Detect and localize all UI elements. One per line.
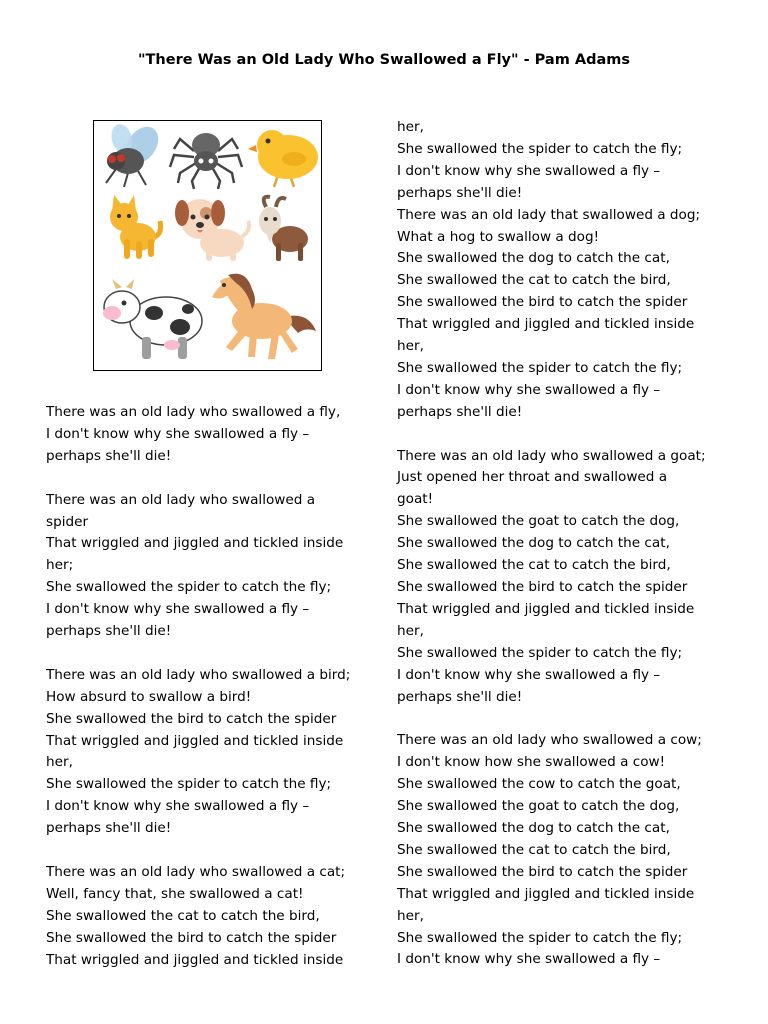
poem-line: perhaps she'll die! (397, 403, 523, 420)
page-title: "There Was an Old Lady Who Swallowed a Fly" - Pam Adams (137, 52, 630, 68)
poem-line: Just opened her throat and swallowed a (397, 469, 668, 486)
poem-line: That wriggled and jiggled and tickled inside (397, 600, 695, 617)
spider-icon (170, 133, 242, 189)
poem-line: She swallowed the cat to catch the bird, (397, 272, 671, 289)
poem-line: She swallowed the goat to catch the dog, (397, 513, 680, 530)
poem-line: Well, fancy that, she swallowed a cat! (46, 885, 304, 902)
poem-line: She swallowed the bird to catch the spider (397, 579, 688, 596)
poem-line: That wriggled and jiggled and tickled inside (46, 951, 344, 968)
poem-line: perhaps she'll die! (46, 447, 172, 464)
stanza (397, 117, 737, 424)
poem-line: her, (397, 907, 424, 924)
stanza (46, 862, 376, 972)
poem-line: That wriggled and jiggled and tickled inside (397, 885, 695, 902)
poem-line: She swallowed the cat to catch the bird, (46, 907, 320, 924)
horse-icon (212, 274, 316, 359)
stanza (397, 446, 737, 709)
poem-line: her, (397, 622, 424, 639)
poem-line: That wriggled and jiggled and tickled inside (397, 316, 695, 333)
poem-line: I don't know why she swallowed a fly – (397, 162, 661, 179)
poem-line: She swallowed the dog to catch the cat, (397, 535, 670, 552)
poem-line: I don't know why she swallowed a fly – (397, 381, 661, 398)
bird-icon (248, 130, 318, 187)
poem-line: I don't know why she swallowed a fly – (397, 666, 661, 683)
poem-line: She swallowed the dog to catch the cat, (397, 819, 670, 836)
cow-icon (103, 279, 202, 359)
poem-line: There was an old lady who swallowed a cow; (397, 732, 702, 749)
poem-line: There was an old lady who swallowed a fly, (46, 404, 341, 420)
poem-column-left (46, 402, 376, 972)
poem-line: I don't know why she swallowed a fly – (46, 601, 310, 618)
cat-icon (110, 195, 161, 259)
poem-line: She swallowed the spider to catch the fly; (46, 776, 332, 793)
poem-line: There was an old lady who swallowed a bird; (46, 666, 351, 683)
stanza (46, 402, 376, 468)
poem-line: goat! (397, 491, 434, 508)
dog-icon (175, 199, 249, 261)
animal-illustration (93, 120, 322, 371)
poem-line: her, (397, 338, 424, 355)
poem-line: her; (46, 557, 74, 574)
poem-line: perhaps she'll die! (46, 820, 172, 837)
poem-line: She swallowed the spider to catch the fly; (397, 359, 683, 376)
poem-line: She swallowed the cow to catch the goat, (397, 776, 681, 793)
poem-line: What a hog to swallow a dog! (397, 228, 600, 245)
poem-line: She swallowed the spider to catch the fly; (46, 579, 332, 596)
poem-line: I don't know why she swallowed a fly – (46, 425, 310, 442)
poem-line: She swallowed the goat to catch the dog, (397, 798, 680, 815)
poem-line: There was an old lady that swallowed a dog; (397, 206, 701, 223)
poem-line: She swallowed the bird to catch the spider (46, 929, 337, 946)
poem-line: She swallowed the spider to catch the fly; (397, 644, 683, 661)
poem-line: perhaps she'll die! (397, 688, 523, 705)
stanza (46, 490, 376, 643)
poem-line: She swallowed the bird to catch the spider (397, 863, 688, 880)
fly-icon (106, 121, 165, 187)
poem-line: There was an old lady who swallowed a goat; (397, 447, 706, 464)
poem-line: I don't know how she swallowed a cow! (397, 754, 666, 771)
poem-line: She swallowed the bird to catch the spider (397, 294, 688, 311)
poem-line: She swallowed the cat to catch the bird, (397, 841, 671, 858)
poem-column-right (397, 117, 737, 971)
poem-line: her, (397, 119, 424, 135)
poem-line: She swallowed the dog to catch the cat, (397, 250, 670, 267)
poem-line: How absurd to swallow a bird! (46, 688, 252, 705)
poem-line: That wriggled and jiggled and tickled inside (46, 535, 344, 552)
stanza (46, 665, 376, 840)
poem-line: I don't know why she swallowed a fly – (397, 951, 661, 968)
poem-line: There was an old lady who swallowed a cat; (46, 863, 346, 880)
stanza (397, 730, 737, 971)
poem-line: her, (46, 754, 73, 771)
poem-line: She swallowed the spider to catch the fly; (397, 140, 683, 157)
poem-line: spider (46, 513, 89, 530)
poem-line: She swallowed the spider to catch the fly; (397, 929, 683, 946)
poem-line: There was an old lady who swallowed a (46, 491, 316, 508)
poem-line: She swallowed the bird to catch the spider (46, 710, 337, 727)
poem-line: I don't know why she swallowed a fly – (46, 798, 310, 815)
poem-line: perhaps she'll die! (397, 184, 523, 201)
poem-line: That wriggled and jiggled and tickled inside (46, 732, 344, 749)
poem-line: perhaps she'll die! (46, 623, 172, 640)
goat-icon (259, 197, 308, 261)
poem-line: She swallowed the cat to catch the bird, (397, 557, 671, 574)
